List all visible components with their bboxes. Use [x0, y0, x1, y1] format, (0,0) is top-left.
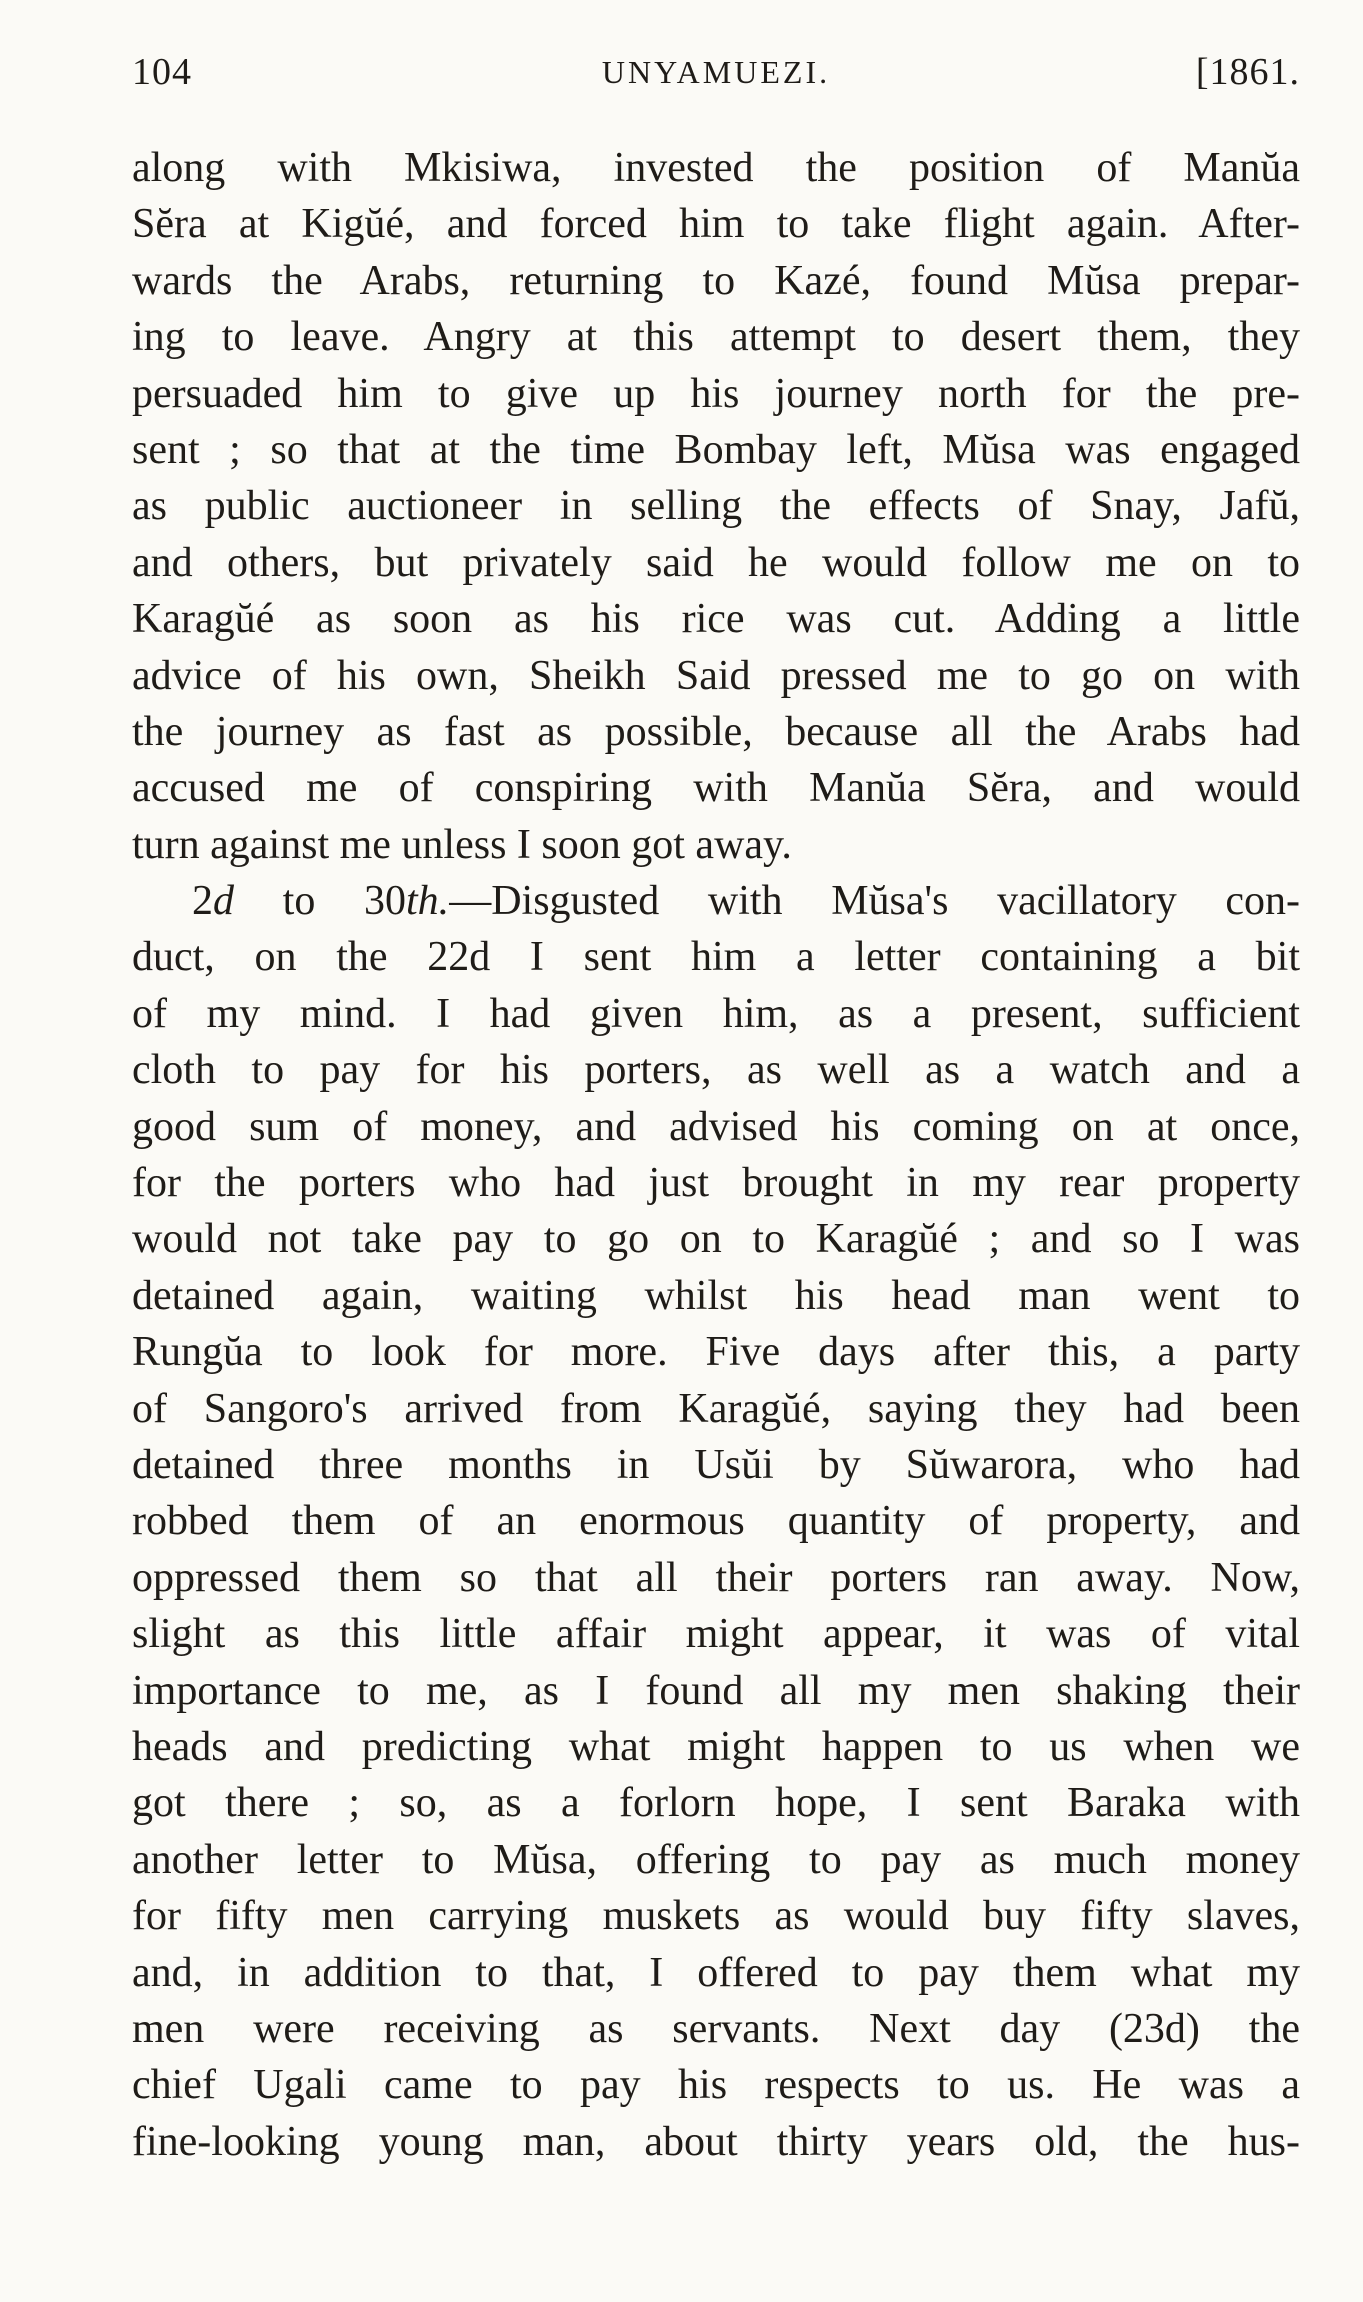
text-line: another letter to Mŭsa, offering to pay as much money — [132, 1836, 1300, 1883]
text-line: wards the Arabs, returning to Kazé, found Mŭsa prepar- — [132, 257, 1300, 304]
text-line: of my mind. I had given him, as a present, sufficient — [132, 990, 1300, 1037]
text-line: persuaded him to give up his journey north for the pre- — [132, 370, 1300, 417]
text-line: slight as this little affair might appear, it was of vital — [132, 1611, 1300, 1658]
year-mark: [1861. — [1195, 51, 1300, 93]
text-line: cloth to pay for his porters, as well as a watch and a — [132, 1047, 1300, 1094]
text-line: got there ; so, as a forlorn hope, I sent Baraka with — [132, 1780, 1300, 1827]
text-line: the journey as fast as possible, because all the Arabs had — [132, 708, 1300, 755]
text-line: for the porters who had just brought in my rear property — [132, 1160, 1300, 1207]
chapter-title: UNYAMUEZI. — [601, 54, 831, 90]
text-line: along with Mkisiwa, invested the position of Manŭa — [132, 145, 1300, 191]
text-line: oppressed them so that all their porters ran away. Now, — [132, 1554, 1300, 1601]
running-head — [132, 50, 1300, 110]
page-number: 104 — [132, 51, 192, 93]
text-line: would not take pay to go on to Karagŭé ; and so I was — [132, 1216, 1300, 1263]
date-from-number: 2 — [192, 878, 213, 925]
text-line: heads and predicting what might happen to us when we — [132, 1723, 1300, 1770]
text-line: and, in addition to that, I offered to pay them what my — [132, 1949, 1300, 1996]
text-line: robbed them of an enormous quantity of property, and — [132, 1498, 1300, 1545]
paragraph-end-line: turn against me unless I soon got away. — [132, 821, 792, 868]
text-line: duct, on the 22d I sent him a letter containing a bit — [132, 934, 1300, 981]
text-line: importance to me, as I found all my men shaking their — [132, 1667, 1300, 1714]
text-line: ing to leave. Angry at this attempt to desert them, they — [132, 314, 1300, 361]
text-line: good sum of money, and advised his coming on at once, — [132, 1103, 1300, 1150]
date-from-suffix: d — [213, 878, 234, 925]
text-line: accused me of conspiring with Manŭa Sĕra, and would — [132, 765, 1300, 812]
date-to-word: to — [234, 878, 365, 925]
text-line: detained again, waiting whilst his head man went to — [132, 1272, 1300, 1319]
text-line: and others, but privately said he would follow me on to — [132, 539, 1300, 586]
text-line: sent ; so that at the time Bombay left, Mŭsa was engaged — [132, 426, 1300, 473]
body-text — [132, 140, 1300, 2170]
text-line: of Sangoro's arrived from Karagŭé, saying they had been — [132, 1385, 1300, 1432]
text-line: chief Ugali came to pay his respects to us. He was a — [132, 2062, 1300, 2109]
dateline-text: —Disgusted with Mŭsa's vacillatory con- — [449, 878, 1300, 925]
text-line: as public auctioneer in selling the effects of Snay, Jafŭ, — [132, 483, 1300, 530]
text-line: Sĕra at Kigŭé, and forced him to take flight again. After- — [132, 201, 1300, 248]
dateline-paragraph-start — [132, 873, 1300, 929]
date-to-suffix: th. — [406, 878, 450, 925]
date-to-number: 30 — [364, 878, 407, 925]
text-line: men were receiving as servants. Next day (23d) the — [132, 2005, 1300, 2052]
text-line: Rungŭa to look for more. Five days after this, a party — [132, 1329, 1300, 1376]
text-line: detained three months in Usŭi by Sŭwarora, who had — [132, 1441, 1300, 1488]
text-line: fine-looking young man, about thirty years old, the hus- — [132, 2118, 1300, 2165]
text-line: for fifty men carrying muskets as would buy fifty slaves, — [132, 1893, 1300, 1940]
text-line: Karagŭé as soon as his rice was cut. Adding a little — [132, 596, 1300, 643]
text-line: advice of his own, Sheikh Said pressed me to go on with — [132, 652, 1300, 699]
